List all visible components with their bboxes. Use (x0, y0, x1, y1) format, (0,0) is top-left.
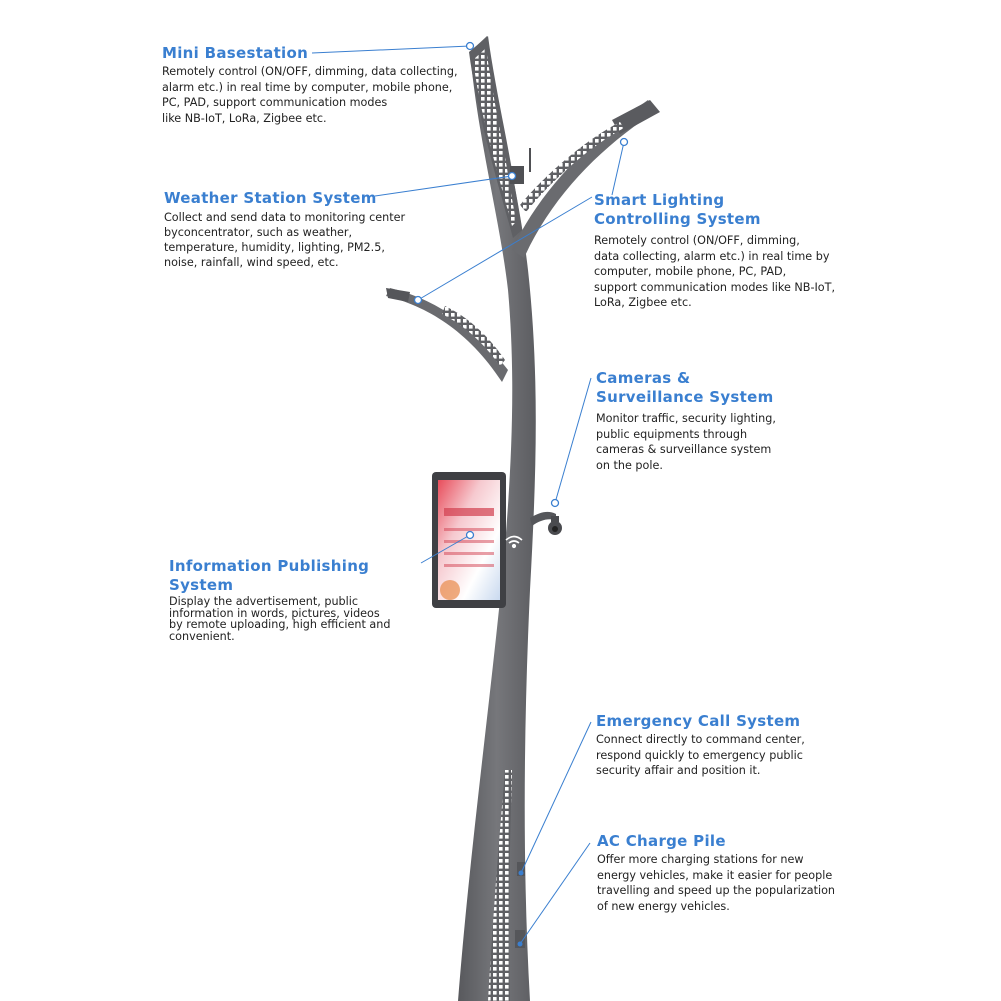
information-screen (432, 472, 506, 608)
description-line: data collecting, alarm etc.) in real time by (594, 249, 830, 263)
description-line: of new energy vehicles. (597, 899, 730, 913)
cameras-callout (596, 369, 836, 473)
weather-station-title: Weather Station System (164, 189, 377, 207)
ac-charge-pile-title: AC Charge Pile (597, 832, 726, 850)
description-line: Display the advertisement, public (169, 595, 359, 608)
info-publishing-description (169, 596, 439, 642)
cameras-title (596, 369, 836, 407)
smart-lighting-description (594, 233, 854, 311)
marker-info (467, 532, 474, 539)
description-line: cameras & surveillance system (596, 443, 772, 457)
description-line: support communication modes like NB-IoT, (594, 280, 836, 294)
marker-lighting-left (415, 297, 422, 304)
mini-basestation-description (162, 64, 472, 126)
description-line: on the pole. (596, 458, 663, 472)
description-line: temperature, humidity, lighting, PM2.5, (164, 241, 385, 254)
mini-basestation-callout (162, 44, 472, 126)
description-line: convenient. (169, 629, 235, 643)
smart-lighting-callout (594, 191, 854, 311)
marker-emergency (519, 871, 524, 876)
description-line: energy vehicles, make it easier for people (597, 868, 833, 882)
marker-charge (518, 942, 523, 947)
emergency-call-callout (596, 712, 836, 779)
left-lamp-arm (386, 288, 508, 382)
ac-charge-pile-callout (597, 832, 867, 914)
weather-station-callout (164, 189, 424, 270)
description-line: information in words, pictures, videos (169, 606, 380, 620)
description-line: travelling and speed up the popularization (597, 884, 836, 898)
ac-charge-pile-description (597, 852, 867, 914)
description-line: security affair and position it. (596, 764, 761, 778)
description-line: LoRa, Zigbee etc. (594, 296, 692, 310)
info-publishing-callout (169, 557, 439, 642)
description-line: Monitor traffic, security lighting, (596, 412, 776, 425)
description-line: Connect directly to command center, (596, 733, 805, 746)
title-line: Controlling System (594, 210, 761, 228)
smart-lighting-title (594, 191, 854, 229)
weather-station-description (164, 210, 424, 270)
info-publishing-title: Information Publishing System (169, 557, 370, 594)
description-line: by remote uploading, high efficient and (169, 618, 391, 631)
marker-camera (552, 500, 559, 507)
description-line: computer, mobile phone, PC, PAD, (594, 265, 787, 279)
title-line: Surveillance System (596, 388, 774, 406)
description-line: byconcentrator, such as weather, (164, 226, 353, 239)
emergency-call-title: Emergency Call System (596, 712, 801, 730)
surveillance-camera (530, 512, 562, 535)
marker-weather (509, 173, 516, 180)
cameras-description (596, 411, 836, 473)
description-line: Remotely control (ON/OFF, dimming, data collecting, (162, 65, 458, 78)
description-line: public equipments through (596, 427, 748, 441)
description-line: Remotely control (ON/OFF, dimming, (594, 234, 800, 247)
description-line: Offer more charging stations for new (597, 853, 804, 866)
description-line: Collect and send data to monitoring center (164, 211, 406, 224)
emergency-call-description (596, 732, 836, 779)
description-line: noise, rainfall, wind speed, etc. (164, 256, 339, 269)
mini-basestation-title: Mini Basestation (162, 44, 309, 62)
title-line: Cameras & (596, 369, 691, 387)
marker-lighting-right (621, 139, 628, 146)
description-line: like NB-IoT, LoRa, Zigbee etc. (162, 111, 327, 125)
description-line: alarm etc.) in real time by computer, mobile phone, (162, 80, 453, 94)
description-line: respond quickly to emergency public (596, 748, 803, 762)
title-line: Smart Lighting (594, 191, 725, 209)
description-line: PC, PAD, support communication modes (162, 96, 388, 110)
